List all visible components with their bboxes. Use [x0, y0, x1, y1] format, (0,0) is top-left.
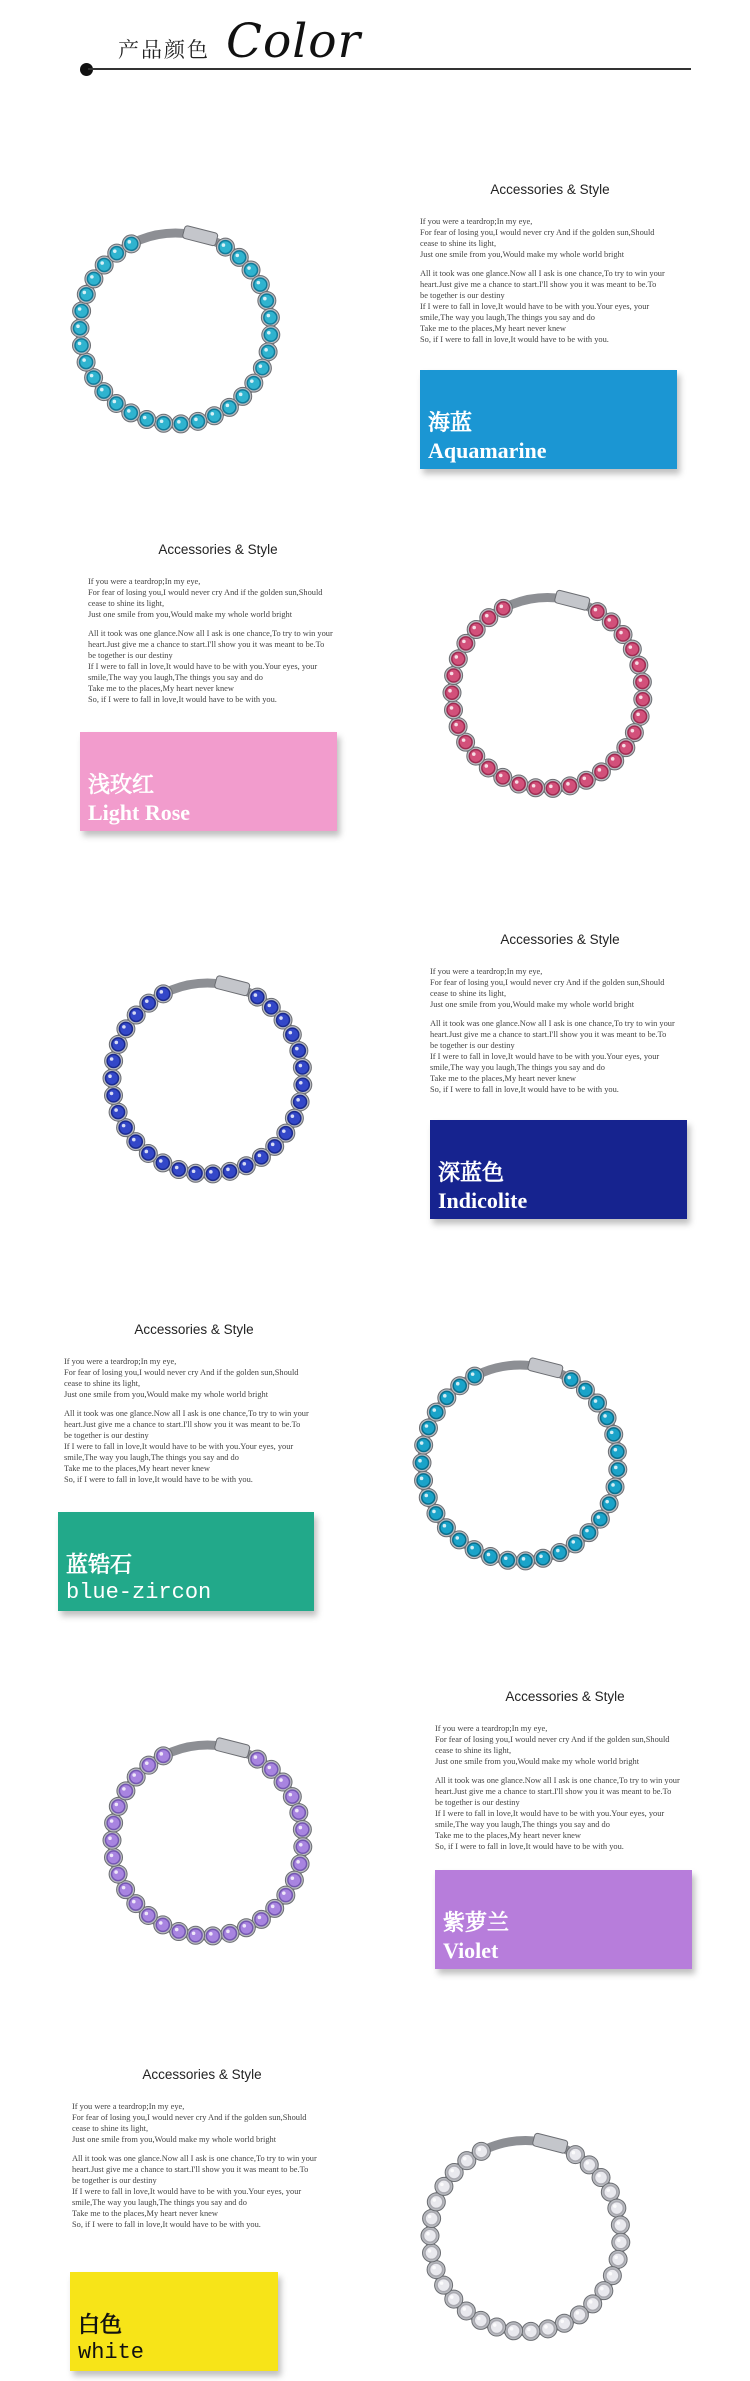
bracelet-stone	[283, 1026, 301, 1044]
description-line: Just one smile from you,Would make my whole world bright	[72, 2135, 277, 2144]
description-line: Just one smile from you,Would make my whole world bright	[88, 610, 293, 619]
bracelet-clasp	[527, 1357, 563, 1378]
description-line: If I were to fall in love,It would have to be with you.Your eyes, your	[435, 1809, 665, 1818]
bracelet-clasp	[182, 225, 218, 246]
description-line: All it took was one glance.Now all I ask is one chance,To try to win your	[88, 629, 333, 638]
bracelet-image-aquamarine	[58, 205, 293, 440]
color-name-en: blue-zircon	[66, 1580, 212, 1605]
color-section-aquamarine	[0, 170, 750, 490]
description-line: smile,The way you laugh,The things you say and do	[435, 1820, 610, 1829]
bracelet-stone	[204, 1927, 222, 1945]
bracelet-stone	[421, 2227, 439, 2245]
description-title: Accessories & Style	[158, 542, 278, 557]
description-line: If you were a teardrop;In my eye,	[430, 967, 543, 976]
bracelet-stone	[77, 353, 95, 371]
bracelet-stone	[505, 2322, 523, 2340]
bracelet-image-violet	[90, 1717, 325, 1952]
description-line: So, if I were to fall in love,It would have to be with you.	[64, 1475, 253, 1484]
description-line: For fear of losing you,I would never cry And if the golden sun,Should	[88, 588, 323, 597]
bracelet-stone	[443, 684, 461, 702]
bracelet-stone	[612, 2233, 630, 2251]
description-line: cease to shine its light,	[88, 599, 165, 608]
bracelet-stone	[427, 2261, 445, 2279]
bracelet-stone	[290, 1804, 308, 1822]
bracelet-image-indicolite	[90, 955, 325, 1190]
description-line: All it took was one glance.Now all I ask is one chance,To try to win your	[72, 2154, 317, 2163]
bracelet-stone	[237, 1157, 255, 1175]
bracelet-stone	[283, 1788, 301, 1806]
description-line	[72, 2145, 347, 2153]
bracelet-stone	[189, 412, 207, 430]
bracelet-stone	[419, 1419, 437, 1437]
bracelet-stone	[510, 775, 528, 793]
color-swatch-blue-zircon	[58, 1512, 314, 1611]
description-title: Accessories & Style	[490, 182, 610, 197]
description-line: If I were to fall in love,It would have to be with you.Your eyes, your	[72, 2187, 302, 2196]
bracelet-stone	[466, 1367, 484, 1385]
description-line: If you were a teardrop;In my eye,	[420, 217, 533, 226]
color-name-cn: 紫萝兰	[443, 1911, 510, 1936]
description-line: heart.Just give me a chance to start.I'll show you it was meant to be.To	[430, 1030, 667, 1039]
description-block	[430, 932, 705, 1095]
bracelet-stone	[633, 673, 651, 691]
description-line: cease to shine its light,	[72, 2124, 149, 2133]
description-line: heart.Just give me a chance to start.I'll show you it was meant to be.To	[420, 280, 657, 289]
description-title: Accessories & Style	[142, 2067, 262, 2082]
bracelet-stone	[122, 235, 140, 253]
color-swatch-indicolite	[430, 1120, 687, 1219]
bracelet-stone	[555, 2314, 573, 2332]
description-line: Take me to the places,My heart never knew	[430, 1074, 576, 1083]
bracelet-stone	[155, 414, 173, 432]
description-line: heart.Just give me a chance to start.I'll show you it was meant to be.To	[435, 1787, 672, 1796]
description-line: For fear of losing you,I would never cry And if the golden sun,Should	[420, 228, 655, 237]
description-line	[64, 1400, 339, 1408]
page-header	[0, 0, 750, 80]
description-line: be together is our destiny	[64, 1431, 149, 1440]
description-line: be together is our destiny	[72, 2176, 157, 2185]
description-line: All it took was one glance.Now all I ask is one chance,To try to win your	[64, 1409, 309, 1418]
bracelet-stone	[577, 771, 595, 789]
description-block	[64, 1322, 339, 1485]
description-line: If you were a teardrop;In my eye,	[64, 1357, 177, 1366]
bracelet-stone	[204, 1165, 222, 1183]
bracelet-stone	[534, 1549, 552, 1567]
header-title-cn: 产品颜色	[118, 38, 210, 62]
bracelet-stone	[105, 1086, 123, 1104]
description-title: Accessories & Style	[505, 1689, 625, 1704]
bracelet-stone	[415, 1436, 433, 1454]
description-title: Accessories & Style	[500, 932, 620, 947]
bracelet-stone	[623, 640, 641, 658]
bracelet-stone	[605, 1425, 623, 1443]
color-name-cn: 浅玫红	[88, 773, 155, 798]
color-name-en: Light Rose	[88, 800, 191, 825]
bracelet-stone	[609, 1460, 627, 1478]
description-line: heart.Just give me a chance to start.I'll show you it was meant to be.To	[88, 640, 325, 649]
bracelet-stone	[221, 1924, 239, 1942]
bracelet-stone	[598, 1409, 616, 1427]
bracelet-stone	[611, 2216, 629, 2234]
bracelet-clasp	[214, 1737, 250, 1758]
description-line: For fear of losing you,I would never cry And if the golden sun,Should	[64, 1368, 299, 1377]
bracelet-image-blue-zircon	[400, 1337, 640, 1577]
description-line: Take me to the places,My heart never knew	[64, 1464, 210, 1473]
bracelet-stone	[608, 1443, 626, 1461]
bracelet-stone	[293, 1821, 311, 1839]
bracelet-stone	[105, 1052, 123, 1070]
bracelet-stone	[109, 1865, 127, 1883]
description-line: smile,The way you laugh,The things you say and do	[88, 673, 263, 682]
color-swatch-white	[70, 2272, 278, 2371]
description-block	[72, 2067, 347, 2230]
bracelet-stone	[138, 411, 156, 429]
header-divider	[88, 68, 691, 70]
description-line: smile,The way you laugh,The things you say and do	[64, 1453, 239, 1462]
bracelet-stone	[71, 319, 89, 337]
bracelet-stone	[415, 1471, 433, 1489]
description-line: Take me to the places,My heart never knew	[435, 1831, 581, 1840]
description-line: All it took was one glance.Now all I ask is one chance,To try to win your	[420, 269, 665, 278]
bracelet-stone	[293, 1059, 311, 1077]
description-line: smile,The way you laugh,The things you say and do	[72, 2198, 247, 2207]
description-line: Take me to the places,My heart never knew	[72, 2209, 218, 2218]
bracelet-stone	[154, 1747, 172, 1765]
color-section-light-rose	[0, 530, 750, 850]
description-line: All it took was one glance.Now all I ask is one chance,To try to win your	[430, 1019, 675, 1028]
description-line: cease to shine its light,	[430, 989, 507, 998]
bracelet-stone	[221, 1162, 239, 1180]
description-line	[420, 260, 695, 268]
description-line: cease to shine its light,	[420, 239, 497, 248]
description-line: cease to shine its light,	[64, 1379, 141, 1388]
bracelet-stone	[73, 336, 91, 354]
color-name-en: Indicolite	[438, 1188, 528, 1213]
description-line: If I were to fall in love,It would have to be with you.Your eyes, your	[420, 302, 650, 311]
color-swatch-light-rose	[80, 732, 337, 831]
bracelet-clasp	[554, 590, 590, 611]
bracelet-stone	[291, 1093, 309, 1111]
bracelet-stone	[205, 407, 223, 425]
bracelet-stone	[294, 1076, 312, 1094]
description-text	[88, 576, 363, 705]
bracelet-stone	[630, 656, 648, 674]
description-line: be together is our destiny	[420, 291, 505, 300]
bracelet-stone	[499, 1551, 517, 1569]
description-line: heart.Just give me a chance to start.I'll show you it was meant to be.To	[72, 2165, 309, 2174]
bracelet-stone	[481, 1547, 499, 1565]
bracelet-stone	[105, 1814, 123, 1832]
color-section-violet	[0, 1677, 750, 1997]
bracelet-stone	[103, 1069, 121, 1087]
bracelet-stone	[103, 1831, 121, 1849]
bracelet-stone	[634, 690, 652, 708]
bracelet-stone	[423, 2210, 441, 2228]
description-line: be together is our destiny	[430, 1041, 515, 1050]
bracelet-stone	[294, 1838, 312, 1856]
description-line	[88, 620, 363, 628]
bracelet-stone	[445, 701, 463, 719]
bracelet-stone	[251, 276, 269, 294]
description-line: If you were a teardrop;In my eye,	[72, 2102, 185, 2111]
description-line: For fear of losing you,I would never cry And if the golden sun,Should	[430, 978, 665, 987]
bracelet-stone	[291, 1855, 309, 1873]
bracelet-stone	[419, 1488, 437, 1506]
description-line: If I were to fall in love,It would have to be with you.Your eyes, your	[64, 1442, 294, 1451]
color-name-en: Aquamarine	[428, 438, 547, 463]
description-line: Just one smile from you,Would make my whole world bright	[430, 1000, 635, 1009]
color-section-blue-zircon	[0, 1310, 750, 1630]
description-text	[72, 2101, 347, 2230]
description-line: Take me to the places,My heart never knew	[88, 684, 234, 693]
bracelet-stone	[516, 1552, 534, 1570]
description-line: Just one smile from you,Would make my whole world bright	[64, 1390, 269, 1399]
description-line: If I were to fall in love,It would have to be with you.Your eyes, your	[88, 662, 318, 671]
description-block	[420, 182, 695, 345]
bracelet-stone	[601, 2183, 619, 2201]
color-name-en: Violet	[443, 1938, 499, 1963]
bracelet-stone	[261, 309, 279, 327]
bracelet-image-white	[408, 2105, 643, 2355]
bracelet-stone	[445, 667, 463, 685]
bracelet-stone	[427, 1504, 445, 1522]
bracelet-stone	[551, 1544, 569, 1562]
description-line: Take me to the places,My heart never knew	[420, 324, 566, 333]
color-name-cn: 海蓝	[428, 411, 473, 436]
bracelet-stone	[262, 326, 280, 344]
color-section-indicolite	[0, 920, 750, 1240]
description-block	[88, 542, 363, 705]
bracelet-stone	[259, 343, 277, 361]
description-title: Accessories & Style	[134, 1322, 254, 1337]
color-name-cn: 蓝锆石	[66, 1553, 133, 1578]
bracelet-stone	[539, 2320, 557, 2338]
bracelet-stone	[258, 292, 276, 310]
bracelet-stone	[472, 2142, 490, 2160]
bracelet-image-light-rose	[430, 567, 665, 807]
bracelet-stone	[527, 779, 545, 797]
bracelet-stone	[522, 2322, 540, 2340]
description-text	[430, 966, 705, 1095]
bracelet-stone	[608, 2199, 626, 2217]
bracelet-stone	[237, 1919, 255, 1937]
description-block	[435, 1689, 710, 1852]
description-line: So, if I were to fall in love,It would have to be with you.	[430, 1085, 619, 1094]
bracelet-stone	[154, 985, 172, 1003]
description-line: So, if I were to fall in love,It would have to be with you.	[435, 1842, 624, 1851]
bracelet-stone	[631, 707, 649, 725]
bracelet-stone	[606, 1478, 624, 1496]
bracelet-stone	[187, 1164, 205, 1182]
description-line: So, if I were to fall in love,It would have to be with you.	[420, 335, 609, 344]
description-line: For fear of losing you,I would never cry And if the golden sun,Should	[435, 1735, 670, 1744]
bracelet-stone	[561, 777, 579, 795]
description-line	[430, 1010, 705, 1018]
bracelet-stone	[73, 302, 91, 320]
header-title-en: Color	[226, 14, 362, 69]
bracelet-stone	[449, 718, 467, 736]
bracelet-stone	[544, 779, 562, 797]
bracelet-stone	[413, 1454, 431, 1472]
bracelet-stone	[172, 415, 190, 433]
bracelet-stone	[494, 599, 512, 617]
description-line: All it took was one glance.Now all I ask is one chance,To try to win your	[435, 1776, 680, 1785]
color-name-cn: 深蓝色	[438, 1161, 505, 1186]
description-line: So, if I were to fall in love,It would have to be with you.	[88, 695, 277, 704]
color-swatch-violet	[435, 1870, 692, 1969]
description-text	[420, 216, 695, 345]
bracelet-stone	[170, 1161, 188, 1179]
description-line: be together is our destiny	[435, 1798, 520, 1807]
description-text	[435, 1723, 710, 1852]
description-line: heart.Just give me a chance to start.I'll show you it was meant to be.To	[64, 1420, 301, 1429]
bracelet-clasp	[532, 2133, 568, 2154]
description-line: If you were a teardrop;In my eye,	[435, 1724, 548, 1733]
color-section-white	[0, 2055, 750, 2381]
description-line: Just one smile from you,Would make my whole world bright	[435, 1757, 640, 1766]
bracelet-stone	[609, 2250, 627, 2268]
bracelet-stone	[423, 2244, 441, 2262]
description-line: be together is our destiny	[88, 651, 173, 660]
bracelet-stone	[187, 1926, 205, 1944]
description-line: So, if I were to fall in love,It would have to be with you.	[72, 2220, 261, 2229]
description-line: smile,The way you laugh,The things you say and do	[420, 313, 595, 322]
description-line: For fear of losing you,I would never cry And if the golden sun,Should	[72, 2113, 307, 2122]
description-text	[64, 1356, 339, 1485]
bracelet-stone	[170, 1923, 188, 1941]
color-name-cn: 白色	[78, 2313, 123, 2338]
bracelet-clasp	[214, 975, 250, 996]
bracelet-stone	[488, 2318, 506, 2336]
description-line: Just one smile from you,Would make my whole world bright	[420, 250, 625, 259]
description-line: cease to shine its light,	[435, 1746, 512, 1755]
description-line	[435, 1767, 710, 1775]
description-line: smile,The way you laugh,The things you say and do	[430, 1063, 605, 1072]
bracelet-stone	[109, 1103, 127, 1121]
color-name-en: white	[78, 2340, 145, 2365]
description-line: If you were a teardrop;In my eye,	[88, 577, 201, 586]
color-swatch-aquamarine	[420, 370, 677, 469]
bracelet-stone	[105, 1848, 123, 1866]
description-line: If I were to fall in love,It would have to be with you.Your eyes, your	[430, 1052, 660, 1061]
bracelet-stone	[290, 1042, 308, 1060]
